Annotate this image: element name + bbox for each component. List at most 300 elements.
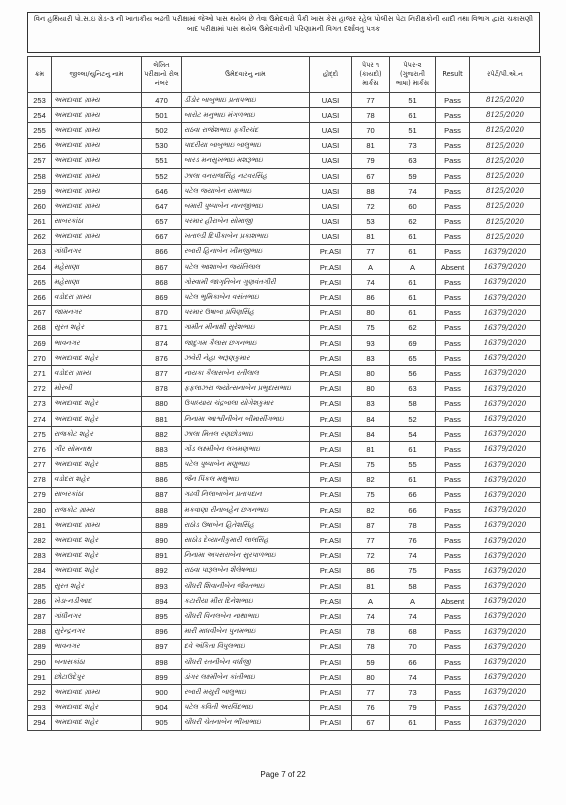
- cell-sr: 294: [28, 715, 52, 730]
- col-header-result: Result: [436, 57, 470, 93]
- cell-sr: 266: [28, 290, 52, 305]
- cell-name: બારડ મનસુખભાઇ મશરૂભાઇ: [182, 153, 310, 168]
- cell-district: બનાસકાંઠા: [52, 654, 142, 669]
- cell-post: Pr.ASI: [310, 654, 352, 669]
- cell-result: Pass: [436, 351, 470, 366]
- cell-sr: 254: [28, 108, 52, 123]
- cell-roll: 883: [142, 442, 182, 457]
- cell-result: Pass: [436, 320, 470, 335]
- cell-name: દવે અંકિતા વિપુલભાઇ: [182, 639, 310, 654]
- cell-sr: 253: [28, 93, 52, 108]
- cell-district: અમદાવાદ શહેર: [52, 396, 142, 411]
- cell-post: Pr.ASI: [310, 472, 352, 487]
- cell-post: UASI: [310, 138, 352, 153]
- cell-post: Pr.ASI: [310, 305, 352, 320]
- cell-result: Pass: [436, 579, 470, 594]
- table-row: [28, 518, 541, 533]
- cell-name: પરમાર ઉષાબા પ્રવિણસિંહ: [182, 305, 310, 320]
- cell-roll: 889: [142, 518, 182, 533]
- table-row: [28, 199, 541, 214]
- cell-paper2: 61: [390, 305, 436, 320]
- cell-paper2: 58: [390, 396, 436, 411]
- cell-paper2: 61: [390, 715, 436, 730]
- cell-roll: 869: [142, 290, 182, 305]
- cell-paper2: 55: [390, 457, 436, 472]
- cell-ref: 8125/2020: [470, 93, 541, 108]
- cell-name: પટેલ આશાબેન જયંતિલાલ: [182, 260, 310, 275]
- cell-result: Pass: [436, 199, 470, 214]
- cell-district: અમદાવાદ શહેર: [52, 457, 142, 472]
- cell-name: રાઠવા પારૂલબેન શૈલેષભાઇ: [182, 563, 310, 578]
- cell-district: મોરબી: [52, 381, 142, 396]
- cell-post: Pr.ASI: [310, 609, 352, 624]
- cell-sr: 292: [28, 685, 52, 700]
- cell-result: Pass: [436, 366, 470, 381]
- cell-district: અમદાવાદ ગ્રામ્ય: [52, 93, 142, 108]
- cell-result: Pass: [436, 123, 470, 138]
- cell-post: Pr.ASI: [310, 457, 352, 472]
- cell-ref: 16379/2020: [470, 594, 541, 609]
- cell-post: Pr.ASI: [310, 290, 352, 305]
- cell-sr: 263: [28, 244, 52, 259]
- cell-post: UASI: [310, 168, 352, 183]
- cell-paper1: 88: [352, 184, 390, 199]
- cell-sr: 283: [28, 548, 52, 563]
- cell-roll: 888: [142, 503, 182, 518]
- cell-post: UASI: [310, 199, 352, 214]
- cell-ref: 16379/2020: [470, 305, 541, 320]
- cell-paper2: 70: [390, 639, 436, 654]
- cell-district: સુરેન્દ્રનગર: [52, 624, 142, 639]
- cell-result: Pass: [436, 624, 470, 639]
- cell-result: Pass: [436, 609, 470, 624]
- cell-result: Pass: [436, 411, 470, 426]
- cell-result: Pass: [436, 548, 470, 563]
- col-header-post: હોદ્દો: [310, 57, 352, 93]
- cell-ref: 16379/2020: [470, 533, 541, 548]
- col-header-roll: લેખિત પરીક્ષાનો રોલ નંબર: [142, 57, 182, 93]
- cell-paper1: 78: [352, 108, 390, 123]
- cell-result: Pass: [436, 275, 470, 290]
- cell-paper1: 81: [352, 229, 390, 244]
- cell-name: પટેલ જયાબેન રામાભાઇ: [182, 184, 310, 199]
- cell-paper2: 56: [390, 366, 436, 381]
- cell-result: Pass: [436, 563, 470, 578]
- cell-ref: 8125/2020: [470, 229, 541, 244]
- cell-paper2: 63: [390, 153, 436, 168]
- cell-name: ચૌધરી વિનલબેન નાથાભાઇ: [182, 609, 310, 624]
- cell-name: ફફલાઝરા જ્યોત્સનાબેન પ્રભુદાસભાઇ: [182, 381, 310, 396]
- table-row: [28, 396, 541, 411]
- table-row: [28, 108, 541, 123]
- cell-paper2: 66: [390, 654, 436, 669]
- cell-paper1: 77: [352, 93, 390, 108]
- cell-result: Pass: [436, 381, 470, 396]
- cell-sr: 265: [28, 275, 52, 290]
- cell-district: અમદાવાદ ગ્રામ્ય: [52, 184, 142, 199]
- cell-district: અમદાવાદ ગ્રામ્ય: [52, 199, 142, 214]
- cell-paper1: 84: [352, 427, 390, 442]
- cell-paper2: 51: [390, 123, 436, 138]
- cell-ref: 16379/2020: [470, 487, 541, 502]
- cell-ref: 16379/2020: [470, 685, 541, 700]
- cell-roll: 878: [142, 381, 182, 396]
- cell-paper1: 76: [352, 700, 390, 715]
- cell-sr: 289: [28, 639, 52, 654]
- cell-ref: 16379/2020: [470, 260, 541, 275]
- cell-sr: 258: [28, 168, 52, 183]
- table-row: [28, 487, 541, 502]
- table-row: [28, 366, 541, 381]
- cell-result: Pass: [436, 427, 470, 442]
- cell-post: Pr.ASI: [310, 563, 352, 578]
- cell-result: Pass: [436, 336, 470, 351]
- cell-ref: 8125/2020: [470, 108, 541, 123]
- cell-post: Pr.ASI: [310, 685, 352, 700]
- cell-paper2: 61: [390, 290, 436, 305]
- cell-result: Pass: [436, 503, 470, 518]
- cell-district: સુરત શહેર: [52, 579, 142, 594]
- cell-name: ગામીત મીનાક્ષી સુરેશભાઇ: [182, 320, 310, 335]
- cell-post: Pr.ASI: [310, 579, 352, 594]
- cell-sr: 285: [28, 579, 52, 594]
- cell-sr: 281: [28, 518, 52, 533]
- cell-paper1: 67: [352, 715, 390, 730]
- cell-paper1: 79: [352, 153, 390, 168]
- cell-ref: 16379/2020: [470, 654, 541, 669]
- cell-result: Pass: [436, 138, 470, 153]
- cell-district: વડોદરા શહેર: [52, 472, 142, 487]
- cell-district: સાબરકાંઠા: [52, 214, 142, 229]
- table-row: [28, 260, 541, 275]
- cell-result: Pass: [436, 715, 470, 730]
- cell-roll: 646: [142, 184, 182, 199]
- cell-paper1: 78: [352, 639, 390, 654]
- table-row: [28, 639, 541, 654]
- cell-roll: 896: [142, 624, 182, 639]
- cell-name: બારોટ મનુભાઇ મંગળભાઇ: [182, 108, 310, 123]
- cell-post: UASI: [310, 123, 352, 138]
- cell-sr: 261: [28, 214, 52, 229]
- cell-paper1: 81: [352, 442, 390, 457]
- table-row: [28, 184, 541, 199]
- cell-paper2: 69: [390, 336, 436, 351]
- cell-result: Absent: [436, 260, 470, 275]
- cell-paper1: 80: [352, 381, 390, 396]
- cell-result: Pass: [436, 229, 470, 244]
- cell-paper2: A: [390, 594, 436, 609]
- cell-sr: 259: [28, 184, 52, 199]
- cell-district: અમદાવાદ શહેર: [52, 715, 142, 730]
- cell-name: ગઢવી નિલાબાબેન પ્રતાપદાન: [182, 487, 310, 502]
- cell-post: Pr.ASI: [310, 381, 352, 396]
- table-row: [28, 503, 541, 518]
- cell-roll: 885: [142, 457, 182, 472]
- cell-post: Pr.ASI: [310, 427, 352, 442]
- cell-name: જૈન પિંકલ મથુભાઇ: [182, 472, 310, 487]
- cell-paper2: 74: [390, 609, 436, 624]
- cell-roll: 891: [142, 548, 182, 563]
- cell-paper1: 83: [352, 396, 390, 411]
- cell-name: નાયકા કૈલાસબેન રતીલાલ: [182, 366, 310, 381]
- cell-sr: 278: [28, 472, 52, 487]
- cell-ref: 8125/2020: [470, 123, 541, 138]
- cell-name: નિનામા અપસરાબેન સુરપાળભાઇ: [182, 548, 310, 563]
- cell-result: Pass: [436, 244, 470, 259]
- cell-sr: 280: [28, 503, 52, 518]
- table-row: [28, 320, 541, 335]
- cell-ref: 16379/2020: [470, 381, 541, 396]
- cell-paper2: 61: [390, 442, 436, 457]
- cell-ref: 16379/2020: [470, 244, 541, 259]
- cell-roll: 871: [142, 320, 182, 335]
- cell-roll: 881: [142, 411, 182, 426]
- cell-district: અમદાવાદ ગ્રામ્ય: [52, 229, 142, 244]
- cell-name: પાદરીયા બાબુભાઇ બાલુભાઇ: [182, 138, 310, 153]
- cell-name: ઝવેરી નેહા અરૂણકુમાર: [182, 351, 310, 366]
- cell-paper1: 72: [352, 548, 390, 563]
- cell-ref: 16379/2020: [470, 579, 541, 594]
- table-row: [28, 168, 541, 183]
- cell-ref: 16379/2020: [470, 320, 541, 335]
- cell-roll: 897: [142, 639, 182, 654]
- cell-roll: 501: [142, 108, 182, 123]
- cell-sr: 279: [28, 487, 52, 502]
- cell-name: કટારીયા મીરા દિનેશભાઇ: [182, 594, 310, 609]
- cell-name: મારી માધવીબેન પુનમભાઇ: [182, 624, 310, 639]
- cell-roll: 892: [142, 563, 182, 578]
- cell-district: ગીર સોમનાથ: [52, 442, 142, 457]
- table-row: [28, 427, 541, 442]
- cell-ref: 8125/2020: [470, 138, 541, 153]
- cell-post: Pr.ASI: [310, 594, 352, 609]
- cell-sr: 284: [28, 563, 52, 578]
- col-header-ref: રપેર્ટ/પી.એ.ન: [470, 57, 541, 93]
- cell-paper1: 53: [352, 214, 390, 229]
- cell-district: અમદાવાદ શહેર: [52, 548, 142, 563]
- cell-ref: 16379/2020: [470, 670, 541, 685]
- cell-name: ગોસ્વામી જાગૃતિબેન ગુણવંતગીરી: [182, 275, 310, 290]
- cell-roll: 876: [142, 351, 182, 366]
- cell-paper1: 82: [352, 503, 390, 518]
- cell-post: UASI: [310, 229, 352, 244]
- results-table: [27, 56, 541, 731]
- cell-ref: 16379/2020: [470, 548, 541, 563]
- cell-district: અમદાવાદ ગ્રામ્ય: [52, 518, 142, 533]
- cell-district: અમદાવાદ શહેર: [52, 563, 142, 578]
- cell-result: Pass: [436, 518, 470, 533]
- cell-paper1: 77: [352, 685, 390, 700]
- page-footer: Page 7 of 22: [260, 770, 306, 779]
- cell-roll: 657: [142, 214, 182, 229]
- cell-result: Pass: [436, 214, 470, 229]
- cell-name: નિનામા આશ્વીનીબેન બીમાસીંગભાઇ: [182, 411, 310, 426]
- cell-post: Pr.ASI: [310, 442, 352, 457]
- cell-result: Pass: [436, 290, 470, 305]
- table-row: [28, 594, 541, 609]
- cell-ref: 8125/2020: [470, 153, 541, 168]
- document-header: [27, 12, 540, 53]
- cell-paper2: 52: [390, 411, 436, 426]
- cell-post: Pr.ASI: [310, 518, 352, 533]
- cell-paper2: 78: [390, 518, 436, 533]
- cell-result: Absent: [436, 594, 470, 609]
- cell-sr: 255: [28, 123, 52, 138]
- table-row: [28, 381, 541, 396]
- cell-name: જાદુગમ કૈલાસ છગનભાઇ: [182, 336, 310, 351]
- cell-ref: 16379/2020: [470, 442, 541, 457]
- table-row: [28, 336, 541, 351]
- cell-paper2: 61: [390, 229, 436, 244]
- cell-district: ભાવનગર: [52, 336, 142, 351]
- cell-paper2: 74: [390, 184, 436, 199]
- cell-sr: 270: [28, 351, 52, 366]
- cell-post: Pr.ASI: [310, 670, 352, 685]
- cell-roll: 895: [142, 609, 182, 624]
- cell-ref: 16379/2020: [470, 624, 541, 639]
- cell-paper1: 67: [352, 168, 390, 183]
- cell-roll: 893: [142, 579, 182, 594]
- cell-district: મહેસાણા: [52, 260, 142, 275]
- cell-sr: 269: [28, 336, 52, 351]
- table-row: [28, 624, 541, 639]
- cell-district: મહેસાણા: [52, 275, 142, 290]
- table-row: [28, 123, 541, 138]
- cell-district: ગાંધીનગર: [52, 609, 142, 624]
- cell-sr: 256: [28, 138, 52, 153]
- cell-name: ચૌધરી રતનીબેન વર્ધાજી: [182, 654, 310, 669]
- cell-ref: 16379/2020: [470, 275, 541, 290]
- col-header-name: ઉમેદવારનુ નામ: [182, 57, 310, 93]
- table-row: [28, 472, 541, 487]
- col-header-paper1: પેપર ૧ (કાયદો) માર્કસ: [352, 57, 390, 93]
- cell-district: અમદાવાદ શહેર: [52, 700, 142, 715]
- cell-result: Pass: [436, 108, 470, 123]
- cell-name: સાઠોડ દેવ્યાનીકુમારી લાલસિંહ: [182, 533, 310, 548]
- cell-name: પરમાર હીરાબેન સોમાજી: [182, 214, 310, 229]
- cell-name: બમારી પુષ્પાબેન નાનજીભાઇ: [182, 199, 310, 214]
- cell-roll: 886: [142, 472, 182, 487]
- cell-post: Pr.ASI: [310, 320, 352, 335]
- cell-district: સુરત શહેર: [52, 320, 142, 335]
- cell-post: Pr.ASI: [310, 336, 352, 351]
- cell-post: UASI: [310, 108, 352, 123]
- cell-roll: 667: [142, 229, 182, 244]
- cell-paper1: 80: [352, 305, 390, 320]
- cell-roll: 899: [142, 670, 182, 685]
- cell-name: ઝાલા મિતલ રણછોડભાઇ: [182, 427, 310, 442]
- cell-ref: 16379/2020: [470, 518, 541, 533]
- cell-post: Pr.ASI: [310, 411, 352, 426]
- cell-roll: 647: [142, 199, 182, 214]
- cell-paper1: 78: [352, 624, 390, 639]
- col-header-paper2: પેપર-૨ (ગુજરાતી ભાષા) માર્કસ: [390, 57, 436, 93]
- table-row: [28, 244, 541, 259]
- cell-paper2: 74: [390, 670, 436, 685]
- cell-ref: 16379/2020: [470, 290, 541, 305]
- cell-roll: 877: [142, 366, 182, 381]
- table-row: [28, 411, 541, 426]
- cell-post: Pr.ASI: [310, 700, 352, 715]
- cell-sr: 272: [28, 381, 52, 396]
- cell-name: પટેલ પુષ્પાબેન મણુભાઇ: [182, 457, 310, 472]
- cell-paper1: 86: [352, 290, 390, 305]
- cell-post: Pr.ASI: [310, 396, 352, 411]
- table-row: [28, 290, 541, 305]
- cell-ref: 16379/2020: [470, 351, 541, 366]
- cell-name: પટેલ ભુમિકાબેન વસંતભાઇ: [182, 290, 310, 305]
- cell-sr: 288: [28, 624, 52, 639]
- cell-district: અમદાવાદ ગ્રામ્ય: [52, 138, 142, 153]
- cell-paper2: 73: [390, 138, 436, 153]
- cell-paper2: 60: [390, 199, 436, 214]
- table-header-row: [28, 57, 541, 93]
- cell-post: Pr.ASI: [310, 260, 352, 275]
- cell-result: Pass: [436, 305, 470, 320]
- header-text: વિન હથિયારી પો.સ.ઇ ગ્રેડ-૩ ની ખાતાકીય બઢતી પરીક્ષામાં જેઓ પાસ થયેલ છે તેવા ઉમેદવારો પૈકી ખાસ કેસ હાજર રહેલ પોલીસ પેટા નિરીક્ષકોની યાદી તથા વિભાગ દ્વારા ચકાસણી બાદ પરીક્ષામાં પાસ થયેલ ઉમેદવારોની પરિણામની વિગત દર્શાવતુ પત્રક: [34, 15, 533, 33]
- cell-sr: 290: [28, 654, 52, 669]
- cell-post: Pr.ASI: [310, 639, 352, 654]
- col-header-district: જીલ્લા/યુનિટનુ નામ: [52, 57, 142, 93]
- cell-paper2: 68: [390, 624, 436, 639]
- cell-paper1: 77: [352, 244, 390, 259]
- cell-paper2: 66: [390, 487, 436, 502]
- cell-paper2: 61: [390, 275, 436, 290]
- cell-district: વડોદરા ગ્રામ્ય: [52, 366, 142, 381]
- cell-district: ગાંધીનગર: [52, 244, 142, 259]
- table-row: [28, 700, 541, 715]
- cell-roll: 880: [142, 396, 182, 411]
- cell-post: Pr.ASI: [310, 624, 352, 639]
- cell-paper2: 62: [390, 320, 436, 335]
- cell-paper1: A: [352, 594, 390, 609]
- cell-name: ચૌધરી શિવાનીબેન જૈવતભાઇ: [182, 579, 310, 594]
- cell-roll: 866: [142, 244, 182, 259]
- table-row: [28, 579, 541, 594]
- cell-post: UASI: [310, 153, 352, 168]
- cell-paper1: 86: [352, 563, 390, 578]
- cell-paper1: 83: [352, 351, 390, 366]
- cell-sr: 268: [28, 320, 52, 335]
- cell-post: Pr.ASI: [310, 487, 352, 502]
- cell-ref: 8125/2020: [470, 168, 541, 183]
- table-row: [28, 563, 541, 578]
- cell-sr: 271: [28, 366, 52, 381]
- cell-post: UASI: [310, 93, 352, 108]
- cell-name: પટેલ કવિતી અરવિંદભાઇ: [182, 700, 310, 715]
- cell-post: Pr.ASI: [310, 533, 352, 548]
- cell-district: અમદાવાદ શહેર: [52, 411, 142, 426]
- cell-paper1: 82: [352, 472, 390, 487]
- cell-roll: 530: [142, 138, 182, 153]
- table-row: [28, 533, 541, 548]
- cell-paper1: 74: [352, 609, 390, 624]
- cell-sr: 273: [28, 396, 52, 411]
- cell-result: Pass: [436, 700, 470, 715]
- cell-ref: 16379/2020: [470, 457, 541, 472]
- cell-paper1: 81: [352, 138, 390, 153]
- cell-roll: 898: [142, 654, 182, 669]
- cell-result: Pass: [436, 93, 470, 108]
- cell-result: Pass: [436, 639, 470, 654]
- cell-ref: 16379/2020: [470, 609, 541, 624]
- cell-result: Pass: [436, 670, 470, 685]
- cell-name: ઝાલા વનરાજસિંહ નટવરસિંહ: [182, 168, 310, 183]
- cell-result: Pass: [436, 472, 470, 487]
- cell-district: અમદાવાદ ગ્રામ્ય: [52, 123, 142, 138]
- cell-post: UASI: [310, 214, 352, 229]
- cell-roll: 905: [142, 715, 182, 730]
